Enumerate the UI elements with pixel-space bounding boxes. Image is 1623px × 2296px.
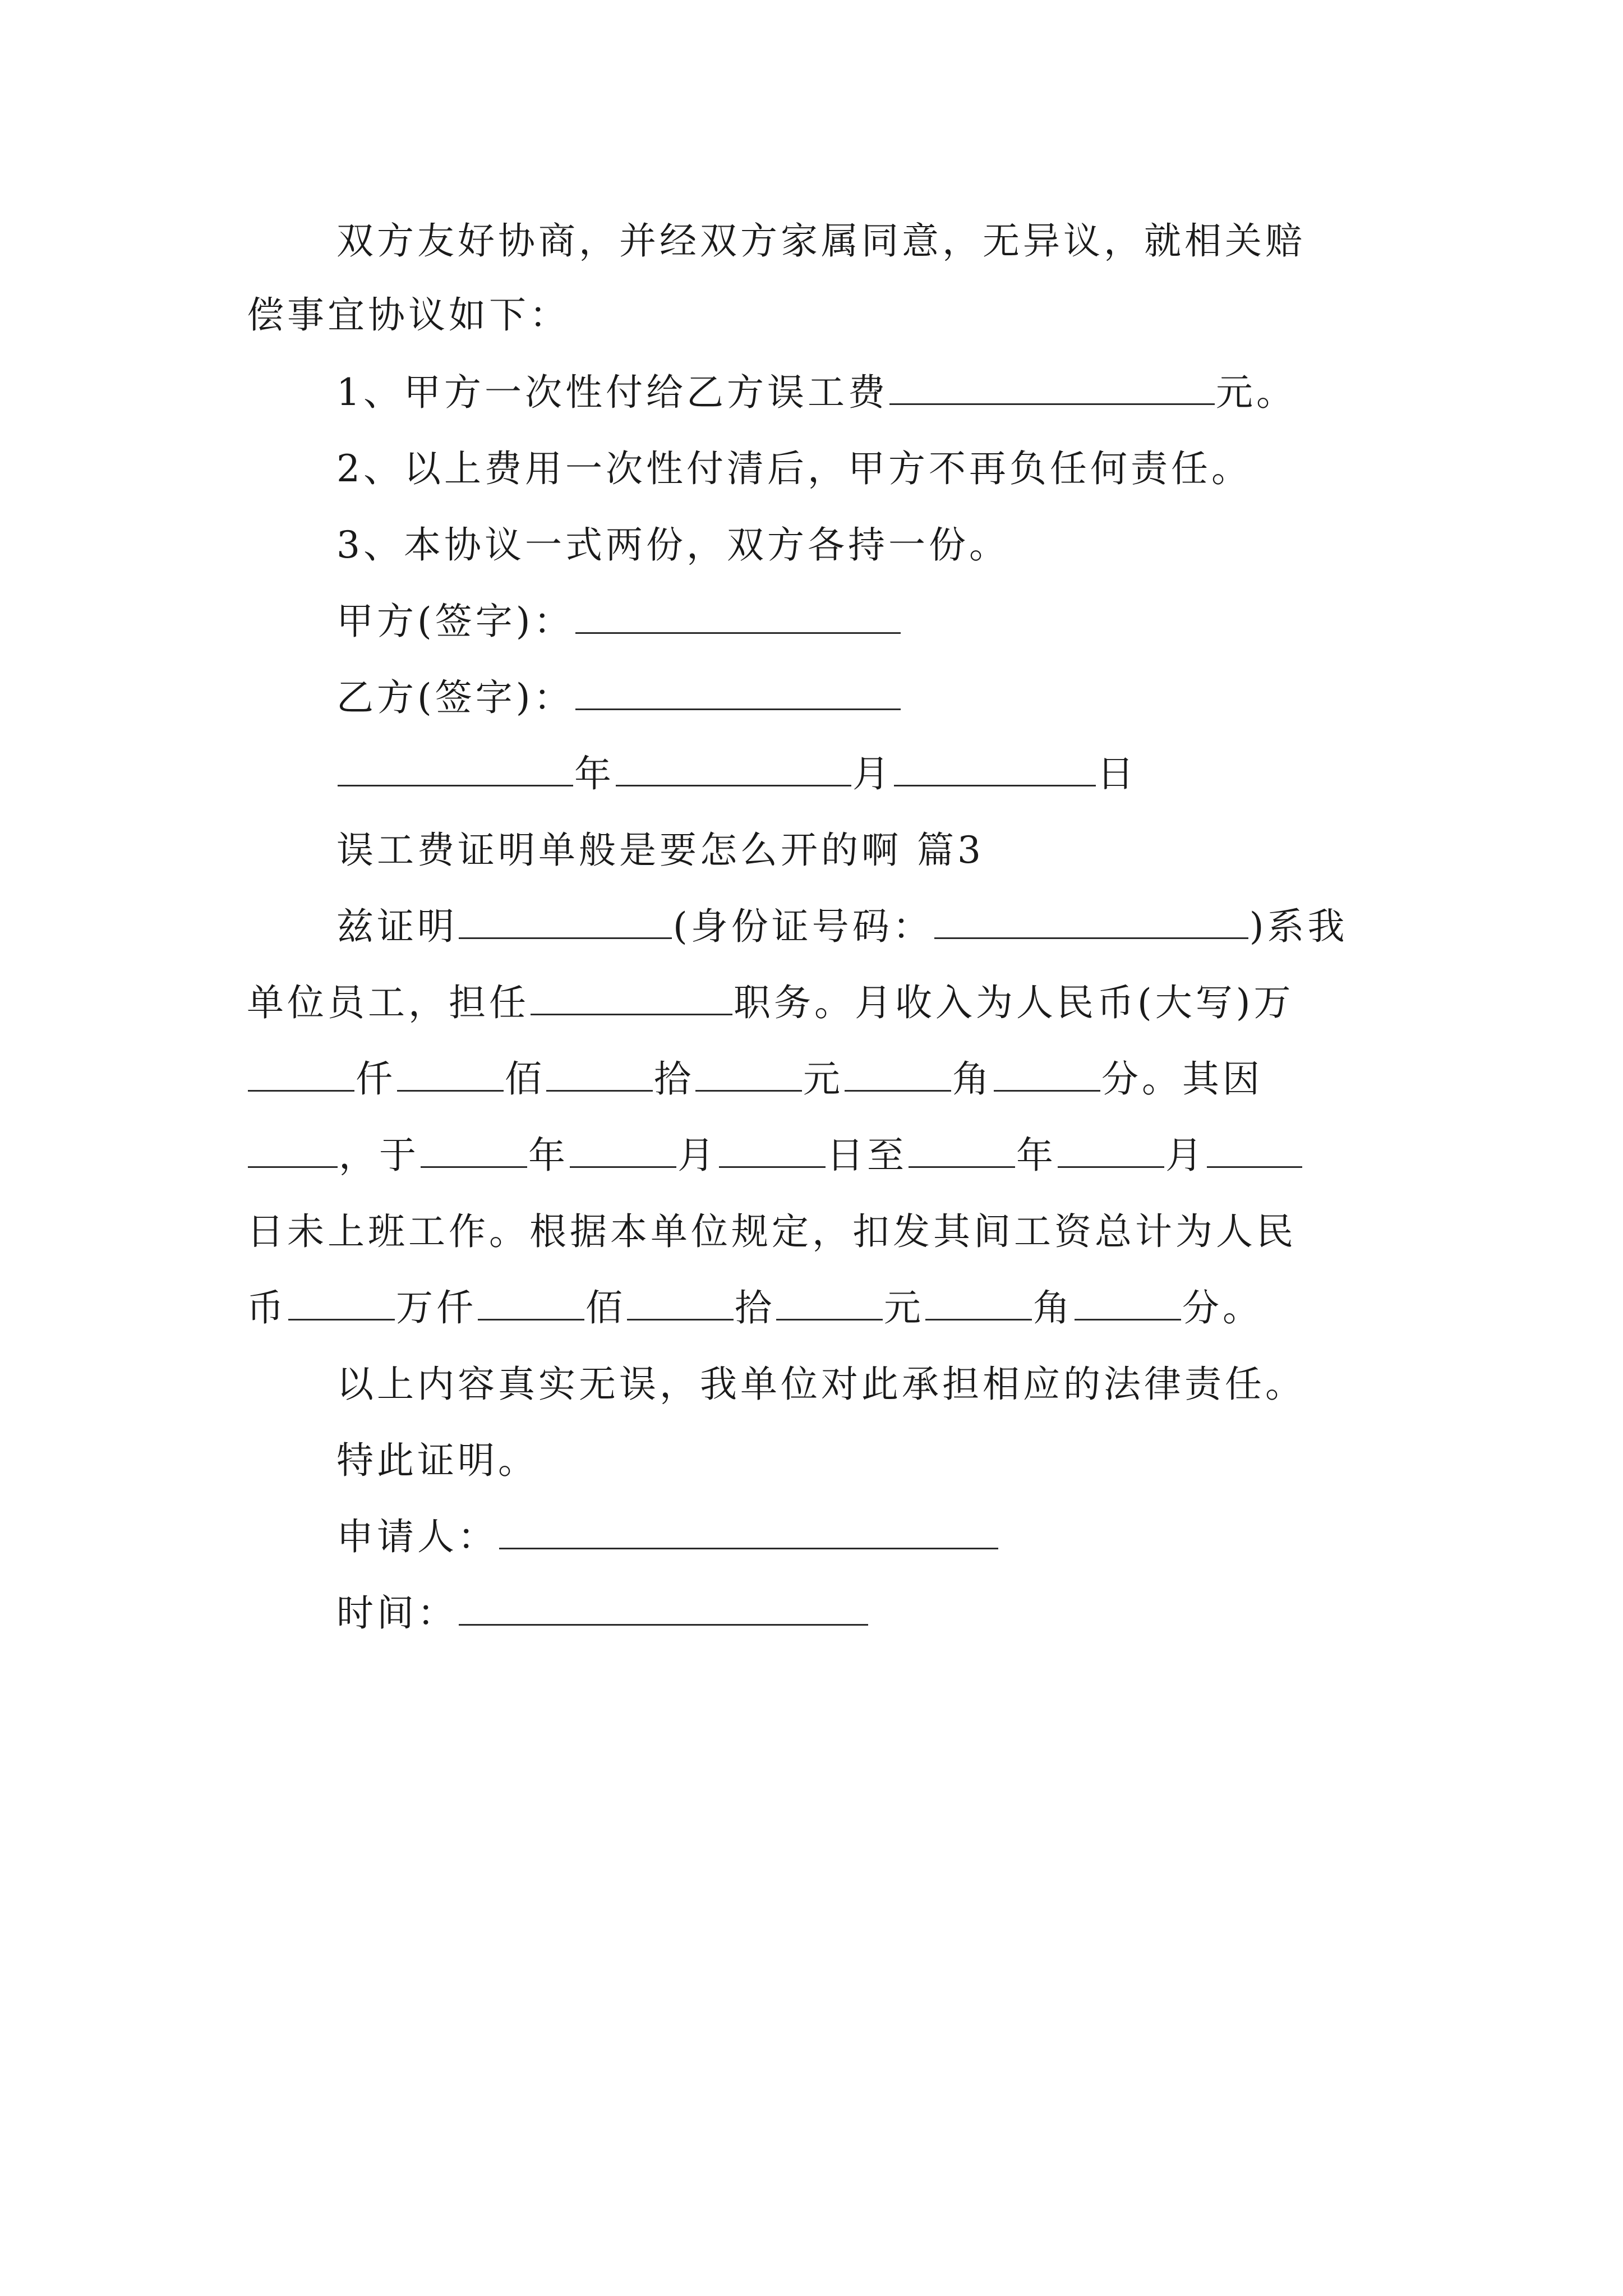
party-a-signature-blank[interactable] <box>575 601 901 634</box>
year-blank[interactable] <box>338 753 573 786</box>
text: 2、以上费用一次性付清后，甲方不再负任何责任。 <box>336 447 1252 490</box>
agreement-item-2 <box>336 447 1252 491</box>
text: 日 <box>1097 752 1137 795</box>
jiao-blank[interactable] <box>845 1059 951 1092</box>
id-number-blank[interactable] <box>934 906 1248 939</box>
heading-text: 误工费证明单般是要怎么开的啊 篇3 <box>336 829 984 872</box>
text: )系我 <box>1249 905 1348 948</box>
text: 日至 <box>827 1134 907 1177</box>
certificate-line-4 <box>247 1133 1303 1178</box>
wan-blank[interactable] <box>288 1287 395 1320</box>
certificate-statement <box>336 1362 1306 1407</box>
text: 月 <box>677 1134 718 1177</box>
text: 拾 <box>654 1057 694 1101</box>
certificate-line-5 <box>247 1209 1297 1254</box>
text: 日未上班工作。根据本单位规定，扣发其间工资总计为人民 <box>247 1210 1297 1253</box>
position-blank[interactable] <box>531 982 732 1015</box>
reason-blank[interactable] <box>248 1135 338 1168</box>
time-label: 时间： <box>336 1591 458 1635</box>
applicant-label: 申请人： <box>336 1515 498 1558</box>
end-month-blank[interactable] <box>1058 1135 1164 1168</box>
amount-blank[interactable] <box>889 372 1215 405</box>
day-blank[interactable] <box>894 753 1096 786</box>
text: 年 <box>1016 1134 1057 1177</box>
party-b-signature-blank[interactable] <box>575 677 901 710</box>
agreement-item-3 <box>336 523 1009 568</box>
bai-blank[interactable] <box>478 1287 584 1320</box>
certificate-line-1 <box>336 904 1348 949</box>
text: 元 <box>884 1286 924 1329</box>
text: 月 <box>852 752 893 795</box>
bai-blank[interactable] <box>397 1059 504 1092</box>
text: 年 <box>574 752 615 795</box>
text: 偿事宜协议如下： <box>247 293 570 337</box>
agreement-intro-line-2 <box>247 293 570 338</box>
signature-label: 甲方(签字)： <box>336 600 574 643</box>
fen-blank[interactable] <box>994 1059 1100 1092</box>
shi-blank[interactable] <box>546 1059 653 1092</box>
start-day-blank[interactable] <box>719 1135 826 1168</box>
applicant-blank[interactable] <box>499 1516 998 1549</box>
start-year-blank[interactable] <box>421 1135 527 1168</box>
signature-label: 乙方(签字)： <box>336 676 574 719</box>
text: ，于 <box>339 1134 419 1177</box>
agreement-intro-line-1 <box>336 219 1306 264</box>
text: 币 <box>247 1286 287 1329</box>
party-b-signature <box>336 675 902 720</box>
jiao-blank[interactable] <box>925 1287 1032 1320</box>
certificate-line-2 <box>247 981 1294 1025</box>
agreement-date-line <box>336 752 1137 797</box>
text: 佰 <box>585 1286 626 1329</box>
text: 万仟 <box>396 1286 477 1329</box>
text: 元 <box>803 1057 843 1101</box>
text: 角 <box>952 1057 993 1101</box>
qian-blank[interactable] <box>248 1059 354 1092</box>
yuan-blank[interactable] <box>695 1059 802 1092</box>
text: 兹证明 <box>336 905 458 948</box>
text: 元。 <box>1216 371 1297 414</box>
time-line <box>336 1591 869 1636</box>
end-day-blank[interactable] <box>1207 1135 1302 1168</box>
text: 佰 <box>505 1057 545 1101</box>
text: 1、甲方一次性付给乙方误工费 <box>336 371 888 414</box>
month-blank[interactable] <box>616 753 851 786</box>
name-blank[interactable] <box>459 906 672 939</box>
end-year-blank[interactable] <box>909 1135 1015 1168</box>
shi-blank[interactable] <box>627 1287 734 1320</box>
text: 单位员工，担任 <box>247 981 529 1024</box>
agreement-item-1 <box>336 370 1297 415</box>
certificate-line-3 <box>247 1057 1263 1102</box>
text: 拾 <box>735 1286 775 1329</box>
start-month-blank[interactable] <box>570 1135 676 1168</box>
applicant-line <box>336 1515 999 1559</box>
text: 职务。月收入为人民币(大写)万 <box>734 981 1294 1024</box>
text: 月 <box>1165 1134 1206 1177</box>
text: 3、本协议一式两份，双方各持一份。 <box>336 523 1009 567</box>
text: 分。 <box>1182 1286 1263 1329</box>
party-a-signature <box>336 599 902 644</box>
text: (身份证号码： <box>673 905 933 948</box>
certificate-hereby <box>336 1438 538 1483</box>
yuan-blank[interactable] <box>776 1287 883 1320</box>
text: 分。其因 <box>1101 1057 1263 1101</box>
certificate-line-6 <box>247 1286 1263 1331</box>
text: 特此证明。 <box>336 1439 538 1482</box>
text: 仟 <box>356 1057 396 1101</box>
time-blank[interactable] <box>459 1593 868 1626</box>
text: 以上内容真实无误，我单位对此承担相应的法律责任。 <box>336 1363 1306 1406</box>
text: 年 <box>528 1134 569 1177</box>
section-heading <box>336 828 984 873</box>
fen-blank[interactable] <box>1075 1287 1181 1320</box>
text: 角 <box>1033 1286 1073 1329</box>
text: 双方友好协商，并经双方家属同意，无异议，就相关赔 <box>336 219 1306 263</box>
